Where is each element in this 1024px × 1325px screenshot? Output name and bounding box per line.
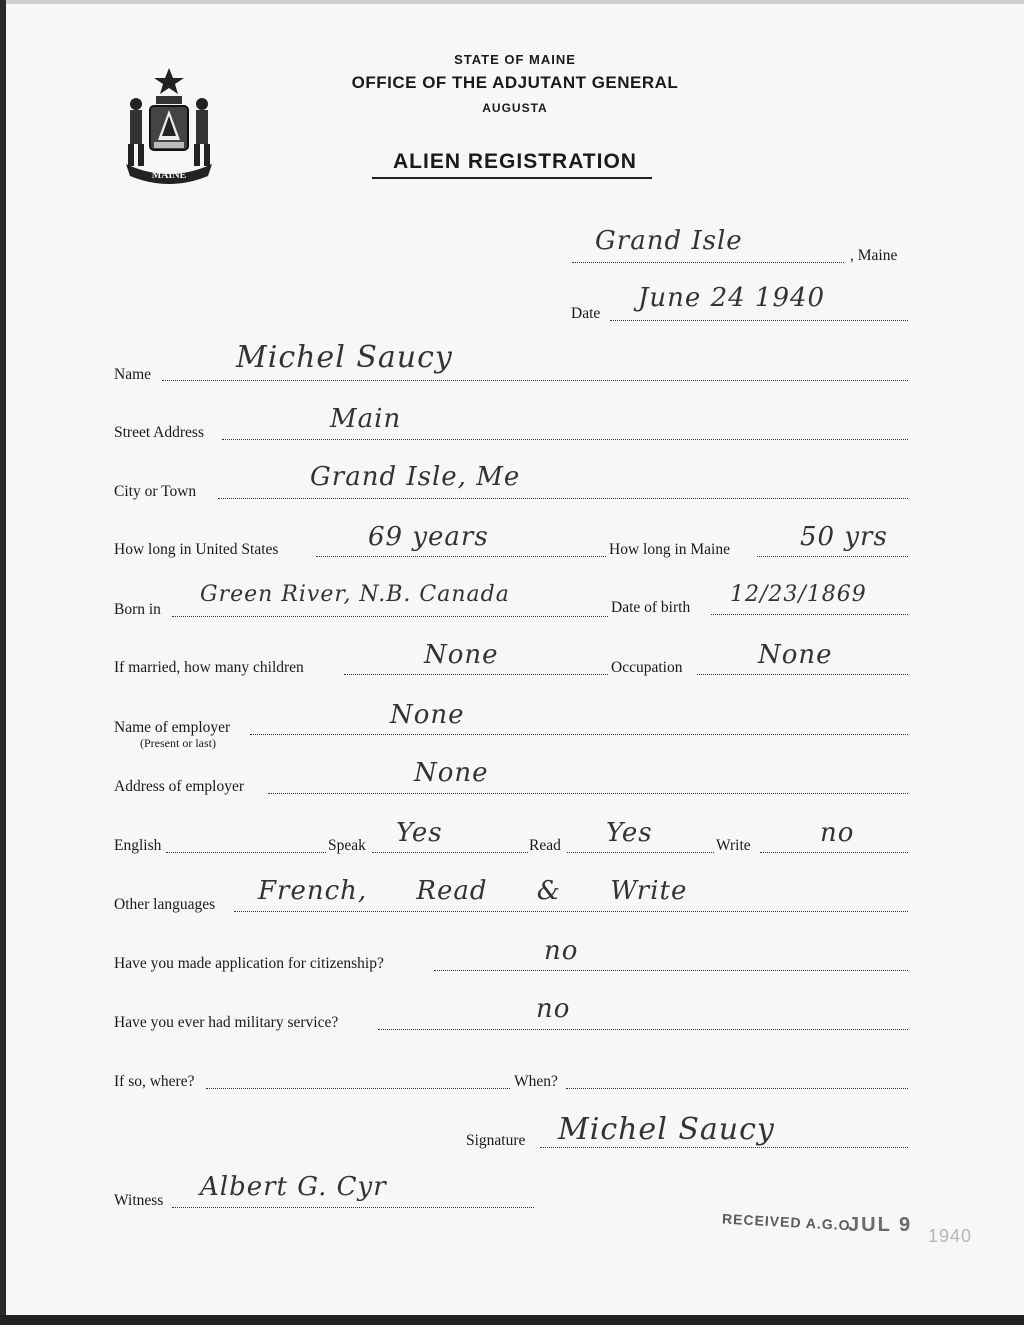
employer-name-line bbox=[250, 734, 908, 735]
military-line bbox=[378, 1029, 908, 1030]
street-address-line bbox=[222, 439, 908, 440]
title-underline bbox=[372, 177, 652, 179]
place-label: , Maine bbox=[850, 247, 898, 264]
date-of-birth-value: 12/23/1869 bbox=[730, 582, 867, 607]
other-languages-value: French, Read & Write bbox=[258, 876, 688, 906]
read-label: Read bbox=[529, 837, 561, 854]
form-title: ALIEN REGISTRATION bbox=[393, 150, 637, 173]
witness-value: Albert G. Cyr bbox=[200, 1172, 387, 1202]
how-long-us-line bbox=[316, 556, 606, 557]
citizenship-value: no bbox=[544, 936, 579, 966]
other-languages-label: Other languages bbox=[114, 896, 216, 913]
employer-address-label: Address of employer bbox=[114, 778, 244, 795]
city-line bbox=[218, 498, 908, 499]
read-line bbox=[567, 852, 714, 853]
name-line bbox=[162, 380, 908, 381]
received-stamp: RECEIVED A.G.O. bbox=[721, 1210, 856, 1234]
place-value: Grand Isle bbox=[595, 226, 743, 256]
received-stamp-year: 1940 bbox=[928, 1226, 973, 1246]
write-line bbox=[760, 852, 908, 853]
english-line bbox=[166, 852, 326, 853]
employer-address-line bbox=[268, 793, 908, 794]
street-address-value: Main bbox=[330, 404, 402, 434]
scan-edge-top bbox=[0, 0, 1024, 4]
children-line bbox=[344, 674, 608, 675]
signature-value: Michel Saucy bbox=[558, 1112, 775, 1147]
english-label: English bbox=[114, 837, 162, 854]
military-value: no bbox=[536, 994, 571, 1024]
citizenship-label: Have you made application for citizenship? bbox=[114, 955, 384, 972]
occupation-line bbox=[697, 674, 908, 675]
when-line bbox=[566, 1088, 908, 1089]
where-line bbox=[206, 1088, 510, 1089]
born-in-label: Born in bbox=[114, 601, 161, 618]
date-of-birth-label: Date of birth bbox=[611, 599, 691, 616]
header-city: AUGUSTA bbox=[482, 101, 548, 115]
occupation-label: Occupation bbox=[611, 659, 683, 676]
employer-name-label: Name of employer bbox=[114, 719, 231, 736]
scan-edge-left bbox=[0, 0, 6, 1325]
born-in-line bbox=[172, 616, 608, 617]
header-office: OFFICE OF THE ADJUTANT GENERAL bbox=[351, 73, 679, 92]
witness-line bbox=[172, 1207, 534, 1208]
other-languages-line bbox=[234, 911, 908, 912]
how-long-maine-line bbox=[757, 556, 908, 557]
how-long-us-label: How long in United States bbox=[114, 541, 279, 558]
seal-banner-text: MAINE bbox=[151, 170, 187, 181]
scan-edge-bottom bbox=[0, 1315, 1024, 1325]
where-label: If so, where? bbox=[114, 1073, 195, 1090]
date-label: Date bbox=[571, 305, 601, 322]
speak-line bbox=[372, 852, 528, 853]
name-label: Name bbox=[114, 366, 152, 383]
date-line bbox=[610, 320, 908, 321]
employer-name-sublabel: (Present or last) bbox=[140, 736, 216, 750]
how-long-maine-label: How long in Maine bbox=[609, 541, 730, 558]
employer-name-value: None bbox=[390, 700, 465, 730]
signature-label: Signature bbox=[466, 1132, 526, 1149]
how-long-maine-value: 50 yrs bbox=[800, 522, 888, 552]
write-label: Write bbox=[716, 837, 751, 854]
read-value: Yes bbox=[606, 818, 653, 848]
speak-label: Speak bbox=[328, 837, 366, 854]
children-label: If married, how many children bbox=[114, 659, 304, 676]
header-state: STATE OF MAINE bbox=[454, 52, 576, 67]
how-long-us-value: 69 years bbox=[368, 522, 489, 552]
military-label: Have you ever had military service? bbox=[114, 1014, 339, 1031]
speak-value: Yes bbox=[396, 818, 443, 848]
received-stamp-date: JUL 9 bbox=[848, 1214, 913, 1236]
city-value: Grand Isle, Me bbox=[310, 462, 521, 492]
born-in-value: Green River, N.B. Canada bbox=[200, 582, 510, 607]
date-of-birth-line bbox=[711, 614, 908, 615]
city-label: City or Town bbox=[114, 483, 197, 500]
state-seal-icon bbox=[116, 66, 222, 190]
witness-label: Witness bbox=[114, 1192, 164, 1209]
signature-line bbox=[540, 1147, 908, 1148]
citizenship-line bbox=[434, 970, 908, 971]
name-value: Michel Saucy bbox=[236, 340, 453, 375]
employer-address-value: None bbox=[414, 758, 489, 788]
place-line bbox=[572, 262, 844, 263]
when-label: When? bbox=[514, 1073, 558, 1090]
write-value: no bbox=[820, 818, 855, 848]
date-value: June 24 1940 bbox=[638, 283, 826, 313]
occupation-value: None bbox=[758, 640, 833, 670]
street-address-label: Street Address bbox=[114, 424, 204, 441]
children-value: None bbox=[424, 640, 499, 670]
